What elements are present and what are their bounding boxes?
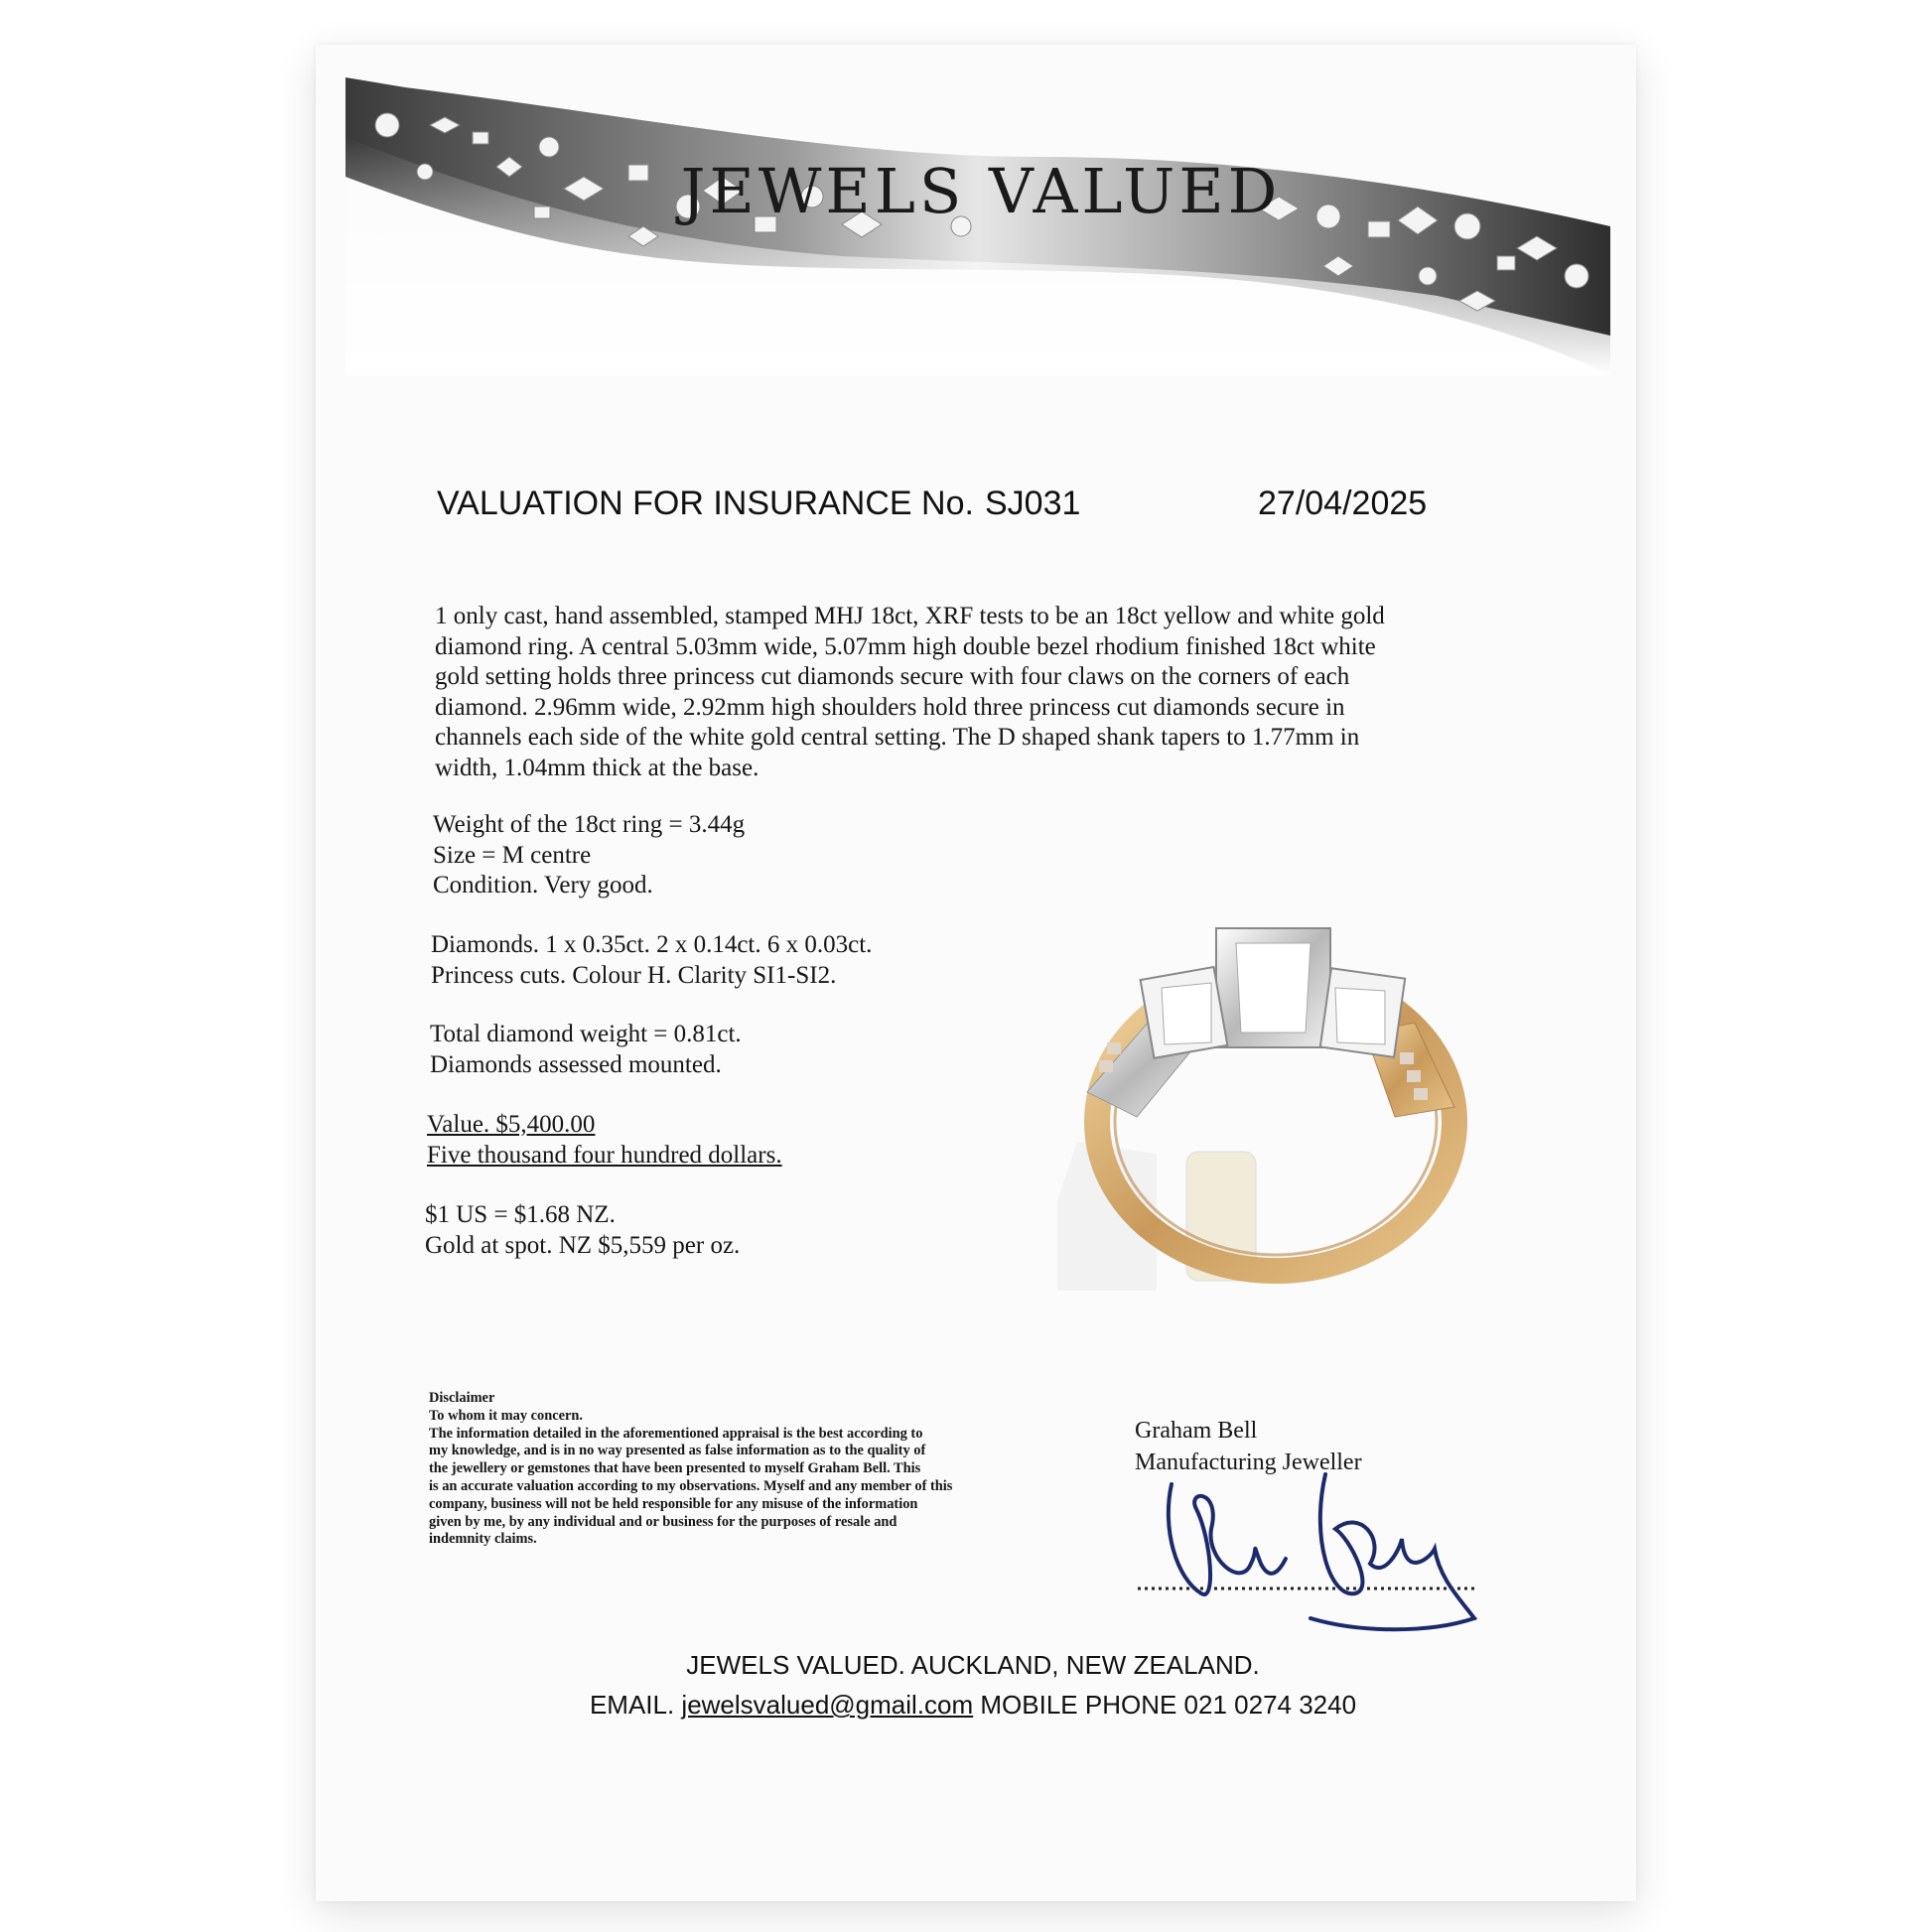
footer-contact <box>477 1690 1469 1721</box>
exchange-rates <box>425 1200 740 1261</box>
disclaimer-line: the jewellery or gemstones that have been presented to myself Graham Bell. This <box>429 1460 921 1477</box>
header-banner <box>345 77 1610 375</box>
valuation-title: VALUATION FOR INSURANCE No. <box>437 484 974 522</box>
valuation-value <box>427 1110 782 1171</box>
handwritten-signature <box>1132 1469 1499 1638</box>
item-description <box>435 602 1507 783</box>
valuation-date: 27/04/2025 <box>1258 484 1428 522</box>
value-amount: Value. $5,400.00 <box>427 1111 596 1138</box>
desc-line: diamond ring. A central 5.03mm wide, 5.07mm high double bezel rhodium finished 18ct white <box>435 632 1376 660</box>
title-row <box>437 484 1459 544</box>
diamond-count: Diamonds. 1 x 0.35ct. 2 x 0.14ct. 6 x 0.03ct. <box>431 931 873 958</box>
desc-line: width, 1.04mm thick at the base. <box>435 754 759 781</box>
valuation-number: SJ031 <box>985 484 1081 522</box>
desc-line: gold setting holds three princess cut diamonds secure with four claws on the corners of each <box>435 663 1350 690</box>
assessment-note: Diamonds assessed mounted. <box>430 1050 722 1078</box>
footer-company: JEWELS VALUED. AUCKLAND, NEW ZEALAND. <box>686 1650 1260 1680</box>
ring-photo <box>1037 894 1494 1291</box>
disclaimer-heading: Disclaimer <box>429 1390 495 1406</box>
ring-weight: Weight of the 18ct ring = 3.44g <box>433 811 746 838</box>
signer-role: Manufacturing Jeweller <box>1135 1449 1362 1475</box>
phone-number: MOBILE PHONE 021 0274 3240 <box>980 1690 1357 1720</box>
email-link[interactable]: jewelsvalued@gmail.com <box>681 1690 974 1720</box>
total-weight: Total diamond weight = 0.81ct. <box>430 1021 742 1047</box>
email-label: EMAIL. <box>589 1690 675 1720</box>
disclaimer-line: indemnity claims. <box>429 1531 537 1548</box>
ring-size: Size = M centre <box>433 841 592 869</box>
disclaimer-line: given by me, by any individual and or business for the purposes of resale and <box>429 1513 897 1530</box>
ring-specs <box>433 810 745 901</box>
disclaimer-line: The information detailed in the aforementioned appraisal is the best according to <box>429 1425 923 1442</box>
disclaimer-line: is an accurate valuation according to my observations. Myself and any member of this <box>429 1477 953 1494</box>
diamond-totals <box>430 1020 742 1080</box>
brand-text: JEWELS VALUED <box>680 155 1282 227</box>
disclaimer-line: To whom it may concern. <box>429 1407 583 1424</box>
desc-line: diamond. 2.96mm wide, 2.92mm high shoulders hold three princess cut diamonds secure in <box>435 693 1345 721</box>
diamond-details <box>431 930 872 991</box>
gold-spot: Gold at spot. NZ $5,559 per oz. <box>425 1231 741 1259</box>
value-words: Five thousand four hundred dollars. <box>427 1141 782 1169</box>
desc-line: 1 only cast, hand assembled, stamped MHJ 18ct, XRF tests to be an 18ct yellow and white gold <box>435 603 1385 629</box>
ring-condition: Condition. Very good. <box>433 872 653 898</box>
disclaimer-line: company, business will not be held responsible for any misuse of the information <box>429 1495 918 1512</box>
disclaimer-line: my knowledge, and is in no way presented as false information as to the quality of <box>429 1443 926 1459</box>
signer-name: Graham Bell <box>1135 1418 1258 1444</box>
diamond-grade: Princess cuts. Colour H. Clarity SI1-SI2. <box>431 961 837 989</box>
exchange-rate: $1 US = $1.68 NZ. <box>425 1201 616 1228</box>
desc-line: channels each side of the white gold central setting. The D shaped shank tapers to 1.77mm in <box>435 724 1360 751</box>
disclaimer <box>429 1390 1074 1549</box>
